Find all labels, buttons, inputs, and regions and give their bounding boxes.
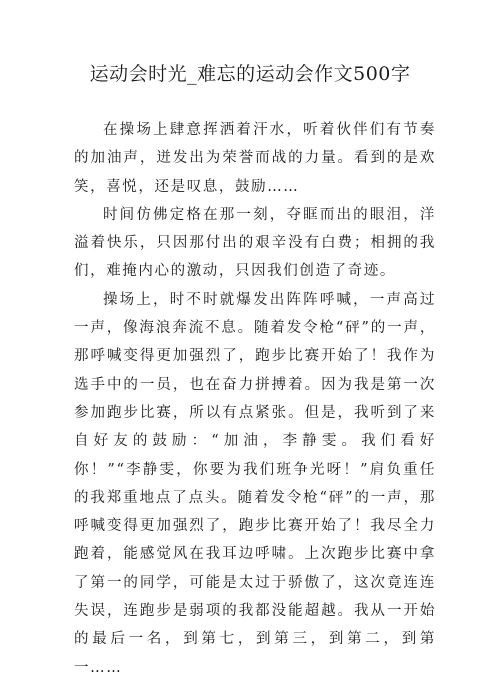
paragraph-3: 操场上，时不时就爆发出阵阵呼喊，一声高过一声，像海浪奔流不息。随着发令枪“砰”的一声，那呼喊变得更加强烈了，跑步比赛开始了！我作为选手中的一员，也在奋力拼搏着。因为我是第一次参加跑步比赛，所以有点紧张。但是，我听到了来自好友的鼓励：“加油，李静雯。我们看好你！”“李静雯，你要为我们班争光呀！”肩负重任的我郑重地点了点头。随着发令枪“砰”的一声，那呼喊变得更加强烈了，跑步比赛开始了！我尽全力跑着，能感觉风在我耳边呼啸。上次跑步比赛中拿了第一的同学，可能是太过于骄傲了，这次竟连连失误，连跑步是弱项的我都没能超越。我从一开始的最后一名，到第七，到第三，到第二，到第一…… <box>74 291 436 676</box>
paragraph-2: 时间仿佛定格在那一刻，夺眶而出的眼泪，洋溢着快乐，只因那付出的艰辛没有白费；相拥的我们，难掩内心的激动，只因我们创造了奇迹。 <box>74 206 436 280</box>
document-title: 运动会时光_难忘的运动会作文500字 <box>89 63 411 85</box>
paragraph-1: 在操场上肆意挥洒着汗水，听着伙伴们有节奏的加油声，迸发出为荣誉而战的力量。看到的是欢笑，喜悦，还是叹息，鼓励…… <box>74 122 436 195</box>
document-body <box>74 116 436 682</box>
